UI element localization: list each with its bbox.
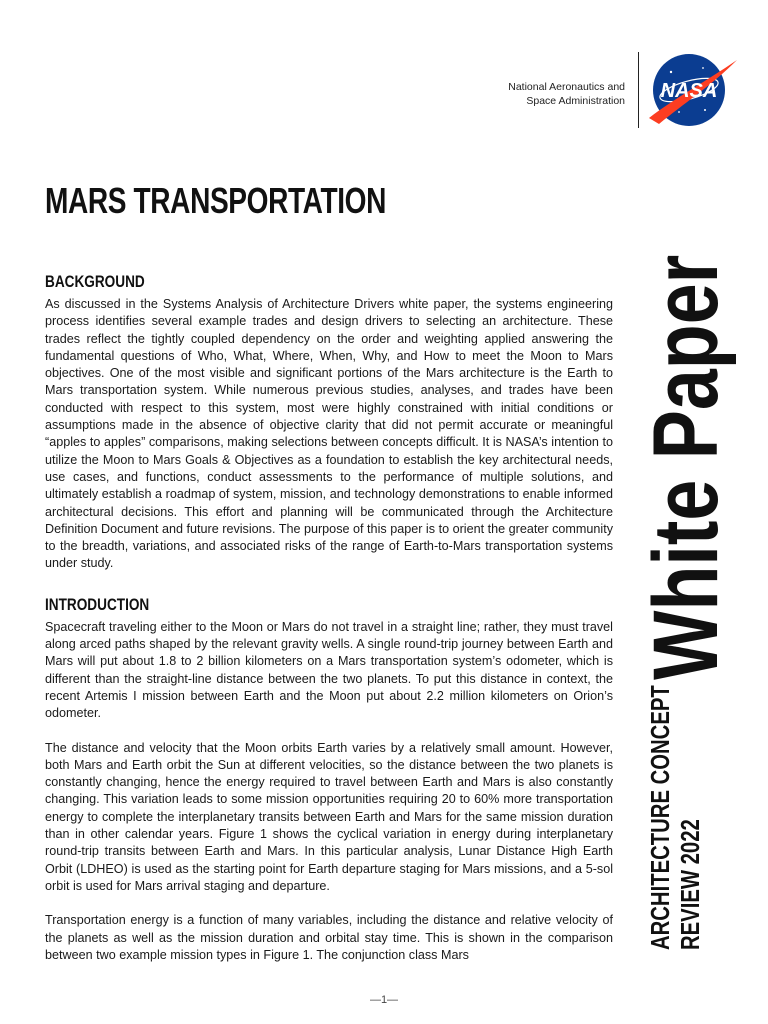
background-paragraph-1: As discussed in the Systems Analysis of Architecture Drivers white paper, the systems engineering process identifies several example trades and design drivers to selecting an architecture. These trades reflect the tightly coupled dependency on the order and weighting applied answering the fundamental questions of Who, What, Where, When, Why, and How to meet the Moon to Mars objectives. One of the most visible and significant portions of the Mars architecture is the Earth to Mars transportation system. While numerous previous studies, analyses, and trades have been conducted with respect to this system, most were highly constrained with initial conditions or assumptions made in the absence of objective clarity that did not permit accurate or meaningful “apples to apples” comparisons, making selections between concepts difficult. It is NASA’s intention to utilize the Moon to Mars Goals & Objectives as a foundation to establish the key architectural needs, use cases, and functions, conduct assessments to the performance of multiple solutions, and ultimately establish a roadmap of system, mission, and technology demonstrations to enable informed architectural decisions. This effort and planning will be communicated through the Architecture Definition Document and future revisions. The purpose of this paper is to orient the greater community to the breadth, variations, and associated risks of the range of Earth-to-Mars transportation systems under study.: [45, 297, 613, 571]
page-title: MARS TRANSPORTATION: [45, 180, 386, 221]
page-number: —1—: [369, 994, 399, 1006]
header-divider: [638, 52, 639, 128]
heading-introduction: INTRODUCTION: [45, 594, 150, 614]
section-introduction: [45, 595, 613, 964]
nasa-logo: [645, 52, 737, 130]
section-background: [45, 272, 613, 573]
agency-name: [425, 80, 625, 108]
agency-line-1: National Aeronautics and: [508, 81, 625, 93]
architecture-line-2: REVIEW 2022: [675, 819, 705, 950]
introduction-paragraph-1: Spacecraft traveling either to the Moon or Mars do not travel in a straight line; rather, they must travel along arced paths shaped by the relevant gravity wells. A single round-trip journey between Earth and Mars will put about 1.8 to 2 billion kilometers on a Mars transportation system’s odometer, which is different than the straight-line distance between the two planets. To put this distance in context, the recent Artemis I mission between Earth and the Moon put about 2.2 million kilometers on Orion’s odometer.: [45, 619, 613, 721]
introduction-paragraph-2: The distance and velocity that the Moon orbits Earth varies by a relatively small amount. However, both Mars and Earth orbit the Sun at different velocities, so the distance between the two planets is constantly changing, hence the energy required to travel between Earth and Mars is also constantly changing. This variation leads to some mission opportunities requiring 20 to 60% more transportation energy to complete the interplanetary transits between Earth and Mars for the same mission duration than in other calendar years. Figure 1 shows the cyclical variation in energy during interplanetary round-trip transits between Earth and Mars. In this particular analysis, Lunar Distance High Earth Orbit (LDHEO) is used as the starting point for Earth departure staging for Mars missions, and a 5-sol orbit is used for Mars arrival staging and departure.: [45, 740, 613, 893]
heading-background: BACKGROUND: [45, 272, 145, 291]
architecture-review-label: [645, 685, 705, 950]
white-paper-label: White Paper: [635, 254, 737, 680]
nasa-logo-text: NASA: [660, 80, 718, 102]
main-content: [45, 272, 613, 964]
architecture-line-1: ARCHITECTURE CONCEPT: [645, 685, 675, 950]
introduction-paragraph-3: Transportation energy is a function of many variables, including the distance and relative velocity of the planets as well as the mission duration and orbital stay time. This is shown in the comparison between two example mission types in Figure 1. The conjunction class Mars: [45, 913, 613, 962]
agency-line-2: Space Administration: [526, 95, 625, 107]
